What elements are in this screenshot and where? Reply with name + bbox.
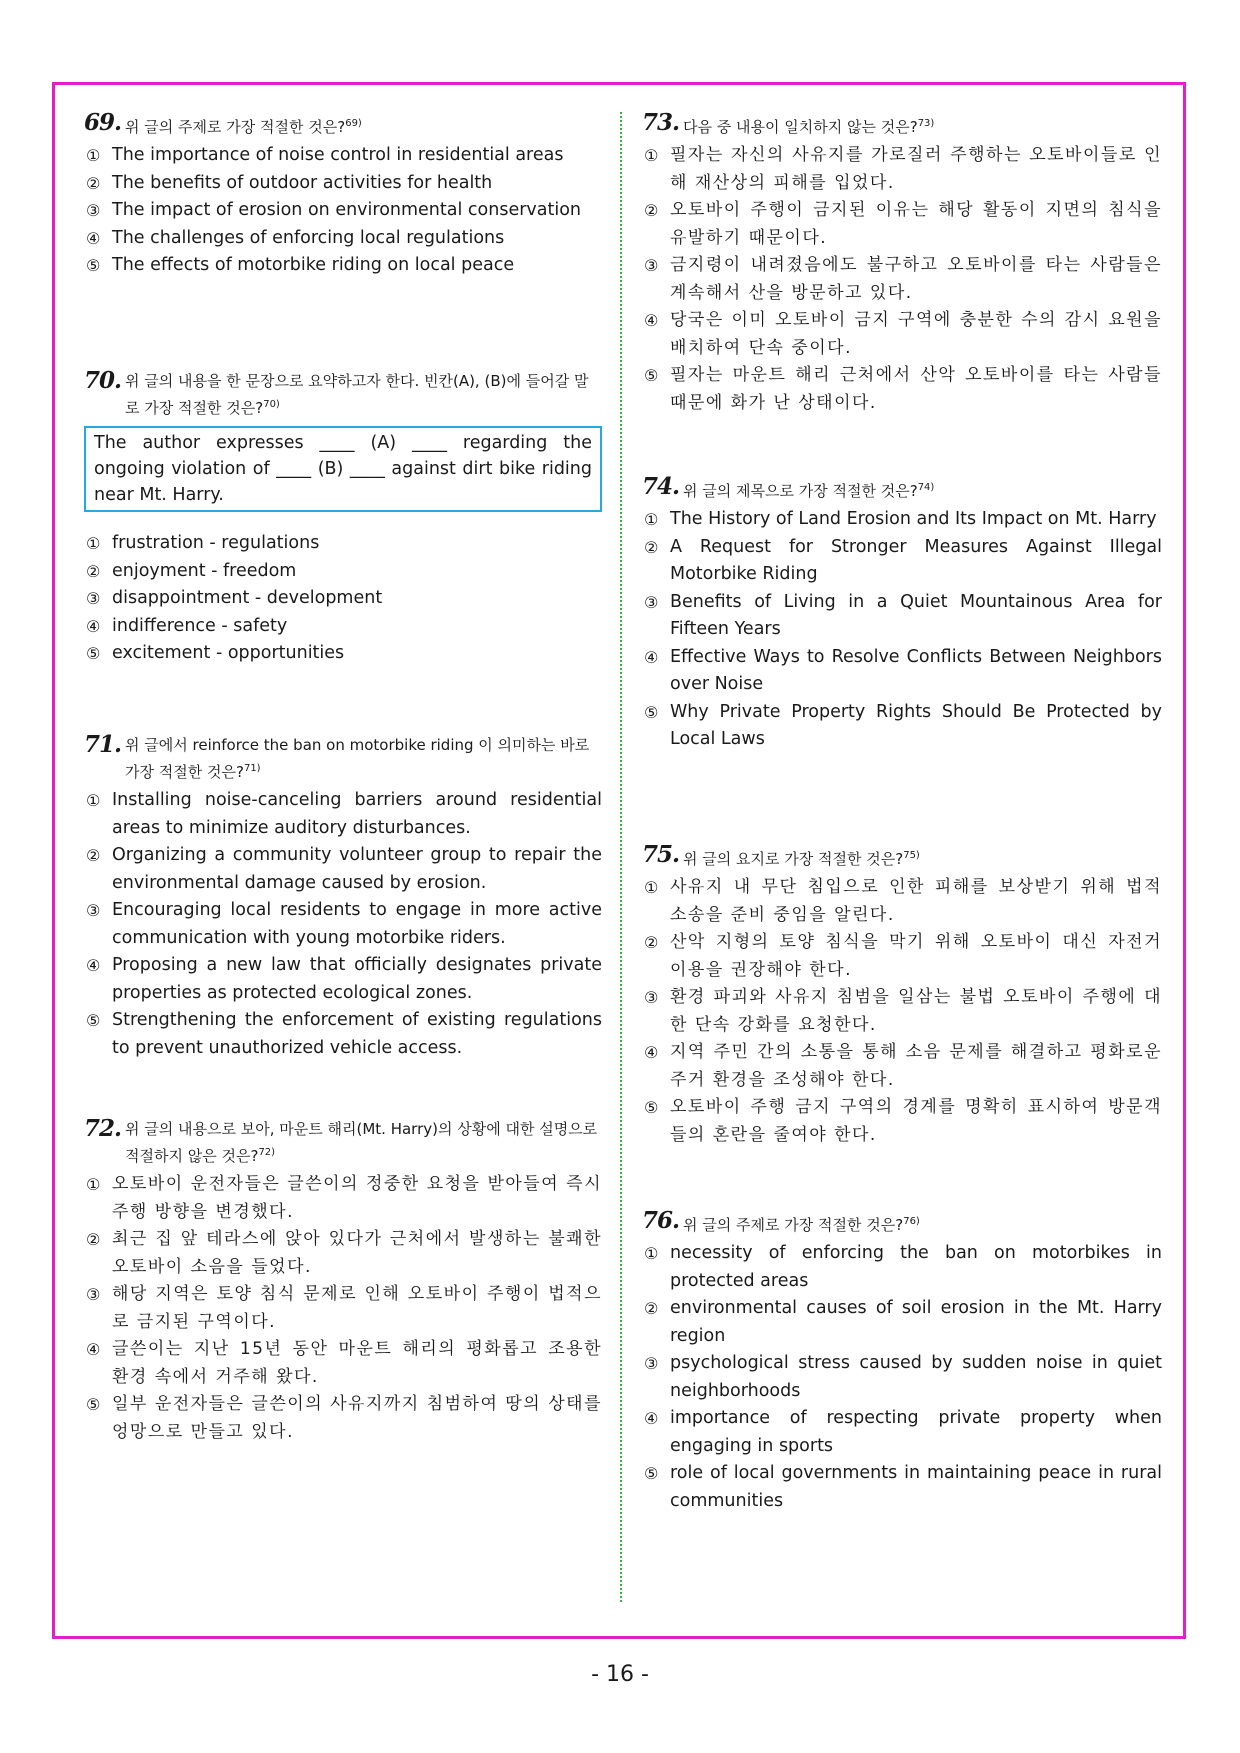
question-75 xyxy=(642,841,1162,1149)
prompt-text: 위 글의 요지로 가장 적절한 것은? xyxy=(683,850,904,868)
option-3[interactable] xyxy=(84,897,602,952)
option-marker: ② xyxy=(644,537,659,557)
option-marker: ① xyxy=(644,510,659,529)
option-marker: ② xyxy=(86,173,101,193)
option-marker: ② xyxy=(86,846,101,865)
option-marker: ② xyxy=(86,561,101,581)
option-text: Installing noise-canceling barriers around residential areas to minimize auditory disturbances. xyxy=(112,790,602,838)
option-list xyxy=(642,1240,1162,1515)
footnote-ref: 74) xyxy=(917,482,935,493)
prompt-text: 위 글의 주제로 가장 적절한 것은? xyxy=(125,118,346,136)
option-marker: ① xyxy=(86,534,101,553)
option-1[interactable] xyxy=(642,874,1162,929)
footnote-ref: 72) xyxy=(258,1147,276,1158)
option-marker: ④ xyxy=(644,311,660,330)
option-marker: ① xyxy=(644,1244,659,1263)
option-4[interactable] xyxy=(84,1336,602,1391)
option-text: role of local governments in maintaining peace in rural communities xyxy=(670,1463,1162,1511)
option-text: 최근 집 앞 테라스에 앉아 있다가 근처에서 발생하는 불쾌한 오토바이 소음을 들었다. xyxy=(112,1229,602,1277)
option-3[interactable] xyxy=(84,197,602,225)
option-2[interactable] xyxy=(642,534,1162,589)
question-header xyxy=(642,473,1162,503)
option-marker: ① xyxy=(644,878,660,897)
option-marker: ⑤ xyxy=(86,256,101,275)
option-5[interactable] xyxy=(84,252,602,280)
option-1[interactable] xyxy=(84,787,602,842)
footnote-ref: 71) xyxy=(243,763,261,774)
prompt-text: 위 글의 주제로 가장 적절한 것은? xyxy=(683,1216,904,1234)
option-2[interactable] xyxy=(642,929,1162,984)
option-marker: ⑤ xyxy=(86,1011,101,1030)
option-marker: ① xyxy=(644,146,660,165)
option-marker: ⑤ xyxy=(644,1098,660,1117)
option-1[interactable] xyxy=(84,1171,602,1226)
option-text: importance of respecting private property when engaging in sports xyxy=(670,1408,1162,1456)
option-marker: ① xyxy=(86,791,101,810)
option-text: psychological stress caused by sudden noise in quiet neighborhoods xyxy=(670,1353,1162,1401)
option-4[interactable] xyxy=(642,1405,1162,1460)
option-marker: ③ xyxy=(86,1285,102,1304)
question-header xyxy=(642,841,1162,871)
option-text: Proposing a new law that officially designates private properties as protected ecological zones. xyxy=(112,955,602,1003)
question-number: 75. xyxy=(642,841,680,868)
option-5[interactable] xyxy=(642,699,1162,754)
footnote-ref: 73) xyxy=(917,118,935,129)
option-text: 필자는 자신의 사유지를 가로질러 주행하는 오토바이들로 인해 재산상의 피해를 입었다. xyxy=(670,145,1162,193)
option-text: 글쓴이는 지난 15년 동안 마운트 해리의 평화롭고 조용한 환경 속에서 거주해 왔다. xyxy=(112,1339,602,1387)
option-marker: ③ xyxy=(644,988,660,1007)
question-prompt xyxy=(125,1118,602,1168)
option-text: 지역 주민 간의 소통을 통해 소음 문제를 해결하고 평화로운 주거 환경을 조성해야 한다. xyxy=(670,1042,1162,1090)
footnote-ref: 70) xyxy=(263,399,280,410)
option-marker: ⑤ xyxy=(86,644,101,663)
question-71 xyxy=(84,731,602,1062)
option-5[interactable] xyxy=(84,1007,602,1062)
question-header xyxy=(642,1207,1162,1237)
option-marker: ① xyxy=(86,146,101,165)
option-2[interactable] xyxy=(642,197,1162,252)
summary-box: The author expresses ____ (A) ____ regarding the ongoing violation of ____ (B) ____ against dirt bike riding near Mt. Harry. xyxy=(84,426,602,512)
option-5[interactable] xyxy=(642,362,1162,417)
option-text: Organizing a community volunteer group to repair the environmental damage caused by erosion. xyxy=(112,845,602,893)
option-marker: ③ xyxy=(644,256,660,275)
page-number: - 16 - xyxy=(591,1662,649,1687)
option-marker: ② xyxy=(644,933,660,952)
option-1[interactable] xyxy=(84,142,602,170)
option-list xyxy=(642,142,1162,417)
option-marker: ② xyxy=(644,1299,659,1318)
question-number: 74. xyxy=(642,473,680,500)
option-marker: ⑤ xyxy=(644,1464,659,1483)
option-list xyxy=(84,1171,602,1446)
option-marker: ③ xyxy=(644,1354,659,1373)
option-text: 오토바이 운전자들은 글쓴이의 정중한 요청을 받아들여 즉시 주행 방향을 변경했다. xyxy=(112,1174,602,1222)
option-marker: ④ xyxy=(644,1043,660,1062)
option-marker: ② xyxy=(644,201,660,220)
question-header xyxy=(642,109,1162,139)
option-text: Benefits of Living in a Quiet Mountainous Area for Fifteen Years xyxy=(670,591,1162,639)
question-72 xyxy=(84,1115,602,1446)
column-divider xyxy=(620,112,622,1602)
question-prompt xyxy=(125,112,602,139)
option-text: excitement - opportunities xyxy=(112,643,345,663)
option-text: Why Private Property Rights Should Be Protected by Local Laws xyxy=(670,701,1162,749)
question-header xyxy=(84,1115,602,1168)
option-text: 필자는 마운트 해리 근처에서 산악 오토바이를 타는 사람들 때문에 화가 난 상태이다. xyxy=(670,365,1162,413)
question-header xyxy=(84,731,602,784)
footnote-ref: 75) xyxy=(903,850,920,861)
option-2[interactable] xyxy=(642,1295,1162,1350)
option-2[interactable] xyxy=(84,558,602,586)
question-number: 72. xyxy=(84,1115,122,1142)
option-marker: ① xyxy=(86,1175,102,1194)
option-3[interactable] xyxy=(642,589,1162,644)
question-number: 71. xyxy=(84,731,122,758)
option-2[interactable] xyxy=(84,842,602,897)
option-text: frustration - regulations xyxy=(112,533,320,553)
option-1[interactable] xyxy=(642,506,1162,534)
option-1[interactable] xyxy=(84,530,602,558)
option-text: Encouraging local residents to engage in more active communication with young motorbike riders. xyxy=(112,900,602,948)
option-marker: ③ xyxy=(86,201,101,220)
question-69 xyxy=(84,109,602,280)
option-marker: ④ xyxy=(86,956,101,975)
question-header xyxy=(84,367,602,420)
option-3[interactable] xyxy=(84,1281,602,1336)
option-5[interactable] xyxy=(84,640,602,668)
question-74 xyxy=(642,473,1162,754)
prompt-text: 위 글의 내용으로 보아, 마운트 해리(Mt. Harry)의 상황에 대한 설명으로 적절하지 않은 것은? xyxy=(125,1120,598,1165)
option-3[interactable] xyxy=(642,1350,1162,1405)
option-text: The importance of noise control in residential areas xyxy=(112,145,564,165)
option-list xyxy=(84,530,602,668)
option-list xyxy=(642,506,1162,754)
question-prompt xyxy=(125,370,602,420)
option-1[interactable] xyxy=(642,1240,1162,1295)
option-list xyxy=(642,874,1162,1149)
prompt-text: 위 글에서 reinforce the ban on motorbike riding 이 의미하는 바로 가장 적절한 것은? xyxy=(125,736,590,781)
option-marker: ⑤ xyxy=(644,702,659,722)
question-number: 76. xyxy=(642,1207,680,1234)
question-number: 69. xyxy=(84,109,122,136)
question-prompt xyxy=(683,1210,1162,1237)
option-marker: ④ xyxy=(86,228,101,248)
option-5[interactable] xyxy=(84,1391,602,1446)
option-text: 당국은 이미 오토바이 금지 구역에 충분한 수의 감시 요원을 배치하여 단속 중이다. xyxy=(670,310,1162,358)
option-text: enjoyment - freedom xyxy=(112,560,297,581)
question-73 xyxy=(642,109,1162,417)
option-text: The effects of motorbike riding on local peace xyxy=(112,255,515,275)
option-text: The History of Land Erosion and Its Impact on Mt. Harry xyxy=(670,509,1157,529)
option-text: 일부 운전자들은 글쓴이의 사유지까지 침범하여 땅의 상태를 엉망으로 만들고 있다. xyxy=(112,1394,602,1442)
option-3[interactable] xyxy=(642,252,1162,307)
option-text: Effective Ways to Resolve Conflicts Between Neighbors over Noise xyxy=(670,646,1162,694)
option-4[interactable] xyxy=(84,613,602,641)
option-3[interactable] xyxy=(84,585,602,613)
option-text: 산악 지형의 토양 침식을 막기 위해 오토바이 대신 자전거 이용을 권장해야 한다. xyxy=(670,932,1162,980)
option-text: 환경 파괴와 사유지 침범을 일삼는 불법 오토바이 주행에 대한 단속 강화를 요청한다. xyxy=(670,987,1162,1035)
option-3[interactable] xyxy=(642,984,1162,1039)
option-marker: ④ xyxy=(644,647,659,667)
option-marker: ④ xyxy=(86,1340,102,1359)
option-text: 금지령이 내려졌음에도 불구하고 오토바이를 타는 사람들은 계속해서 산을 방문하고 있다. xyxy=(670,255,1162,303)
prompt-text: 다음 중 내용이 일치하지 않는 것은? xyxy=(683,118,918,136)
prompt-text: 위 글의 내용을 한 문장으로 요약하고자 한다. 빈칸(A), (B)에 들어갈 말로 가장 적절한 것은? xyxy=(125,372,589,417)
option-text: indifference - safety xyxy=(112,615,288,636)
option-text: The challenges of enforcing local regulations xyxy=(112,227,505,248)
question-70 xyxy=(84,367,602,668)
option-4[interactable] xyxy=(642,307,1162,362)
question-prompt xyxy=(683,112,1162,139)
option-marker: ④ xyxy=(86,616,101,636)
option-marker: ④ xyxy=(644,1409,659,1428)
question-number: 73. xyxy=(642,109,680,136)
question-prompt xyxy=(683,476,1162,503)
option-marker: ③ xyxy=(644,592,659,612)
option-text: 오토바이 주행이 금지된 이유는 해당 활동이 지면의 침식을 유발하기 때문이다. xyxy=(670,200,1162,248)
option-4[interactable] xyxy=(642,644,1162,699)
prompt-text: 위 글의 제목으로 가장 적절한 것은? xyxy=(683,482,918,500)
question-76 xyxy=(642,1207,1162,1515)
option-marker: ⑤ xyxy=(644,366,660,385)
option-2[interactable] xyxy=(84,170,602,198)
option-text: 오토바이 주행 금지 구역의 경계를 명확히 표시하여 방문객들의 혼란을 줄여야 한다. xyxy=(670,1097,1162,1145)
option-text: The impact of erosion on environmental conservation xyxy=(112,200,582,220)
option-4[interactable] xyxy=(84,225,602,253)
option-text: Strengthening the enforcement of existing regulations to prevent unauthorized vehicle access. xyxy=(112,1010,602,1058)
question-number: 70. xyxy=(84,367,122,394)
option-marker: ③ xyxy=(86,901,101,920)
option-1[interactable] xyxy=(642,142,1162,197)
option-text: necessity of enforcing the ban on motorbikes in protected areas xyxy=(670,1243,1162,1291)
question-header xyxy=(84,109,602,139)
option-text: A Request for Stronger Measures Against Illegal Motorbike Riding xyxy=(670,536,1162,584)
option-4[interactable] xyxy=(642,1039,1162,1094)
option-list xyxy=(84,142,602,280)
option-2[interactable] xyxy=(84,1226,602,1281)
option-text: 해당 지역은 토양 침식 문제로 인해 오토바이 주행이 법적으로 금지된 구역이다. xyxy=(112,1284,602,1332)
option-marker: ② xyxy=(86,1230,102,1249)
question-prompt xyxy=(683,844,1162,871)
question-prompt xyxy=(125,734,602,784)
option-5[interactable] xyxy=(642,1094,1162,1149)
option-4[interactable] xyxy=(84,952,602,1007)
option-marker: ③ xyxy=(86,589,101,608)
option-text: The benefits of outdoor activities for health xyxy=(112,172,493,193)
option-text: 사유지 내 무단 침입으로 인한 피해를 보상받기 위해 법적 소송을 준비 중임을 알린다. xyxy=(670,877,1162,925)
footnote-ref: 69) xyxy=(345,118,362,129)
option-text: disappointment - development xyxy=(112,588,383,608)
option-5[interactable] xyxy=(642,1460,1162,1515)
footnote-ref: 76) xyxy=(903,1216,920,1227)
option-list xyxy=(84,787,602,1062)
option-text: environmental causes of soil erosion in the Mt. Harry region xyxy=(670,1298,1162,1346)
option-marker: ⑤ xyxy=(86,1395,102,1414)
